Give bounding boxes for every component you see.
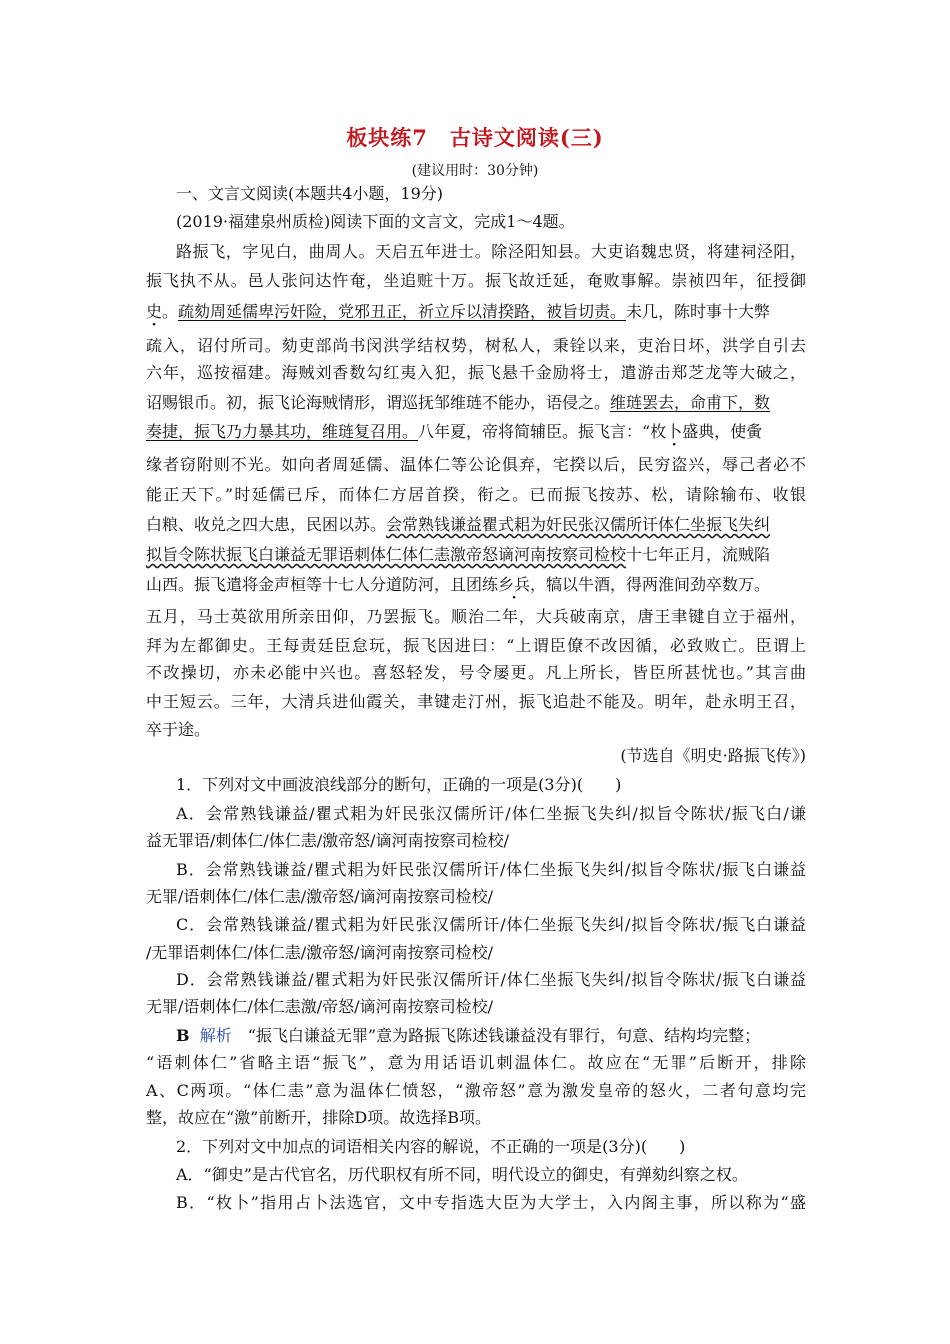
option-c-cont: /无罪语刺体仁/体仁恚/激帝怒/谪河南按察司检校/ — [146, 943, 493, 962]
wavy-underlined-text: 拟旨令陈状振飞白谦益无罪语刺体仁体仁恚激帝怒谪河南按察司检校 — [146, 545, 627, 564]
passage-line: 不改操切，亦未必能中兴也。喜怒轻发，号令屡更。凡上所长，皆臣所甚忧也。”其言曲 — [146, 663, 806, 682]
passage-line: 诏赐银币。初，振飞论海贼情形，谓巡抚邹维琏不能办，语侵之。维琏罢去，命甫下，数 — [146, 393, 771, 412]
question-stem: 1．下列对文中画波浪线部分的断句，正确的一项是(3分)( ) — [176, 775, 622, 794]
passage-line: 能正天下。”时延儒已斥，而体仁方居首揆，衔之。已而振飞按苏、松，请除输布、收银 — [146, 485, 806, 504]
option-a-cont: 益无罪语/刺体仁/体仁恚/激帝怒/谪河南按察司检校/ — [146, 831, 509, 850]
underlined-sentence: 维琏罢去，命甫下，数 — [610, 393, 771, 412]
passage-line: 卒于途。 — [146, 720, 211, 739]
option-b-cont: 无罪/语刺体仁/体仁恚/激帝怒/谪河南按察司检校/ — [146, 887, 493, 906]
option-d-cont: 无罪/语刺体仁/体仁恚激/帝怒/谪河南按察司检校/ — [146, 997, 493, 1016]
wavy-underlined-text: 会常熟钱谦益瞿式耜为奸民张汉儒所讦体仁坐振飞失纠 — [386, 515, 771, 534]
option-a: A．“御史”是古代官名，历代职权有所不同，明代设立的御史，有弹劾纠察之权。 — [176, 1165, 748, 1184]
passage-line: 史。疏劾周延儒卑污奸险，党邪丑正，祈立斥以清揆路，被旨切责。未几，陈时事十大弊 — [146, 302, 771, 321]
passage-line: 振飞执不从。邑人张问达忤奄，坐追赃十万。振飞故迁延，奄败事解。崇祯四年，征授御 — [146, 271, 806, 290]
section-heading: 一、文言文阅读(本题共4小题，19分) — [176, 184, 444, 203]
passage-line: 白粮、收兑之四大患，民困以苏。会常熟钱谦益瞿式耜为奸民张汉儒所讦体仁坐振飞失纠 — [146, 515, 771, 534]
passage-line: 缘者窃附则不光。如向者周延儒、温体仁等公论俱弃，宅揆以后，民穷盗兴，辱己者必不 — [146, 455, 806, 474]
analysis-line: B 解析 “振飞白谦益无罪”意为路振飞陈述钱谦益没有罪行，句意、结构均完整； — [176, 1026, 761, 1045]
analysis-line: 整，故应在“激”前断开，排除D项。故选择B项。 — [146, 1108, 491, 1127]
analysis-line: A、C两项。“体仁恚”意为温体仁愤怒，“激帝怒”意为激发皇帝的怒火，二者句意均完 — [146, 1081, 806, 1100]
passage-line: 疏入，诏付所司。劾吏部尚书闵洪学结权势，树私人，秉铨以来，吏治日坏，洪学自引去 — [146, 336, 806, 355]
option-b: B．“枚卜”指用占卜法选官，文中专指选大臣为大学士，入内阁主事，所以称为“盛 — [176, 1193, 806, 1212]
dotted-word: 史 — [146, 302, 163, 321]
dotted-word: 乡兵 — [498, 575, 531, 594]
passage-line: 六年，巡按福建。海贼刘香数勾红夷入犯，振飞悬千金励将士，遣游击郑芝龙等大破之， — [146, 363, 806, 382]
page-title: 板块练7 古诗文阅读(三) — [346, 125, 604, 150]
underlined-sentence: 疏劾周延儒卑污奸险，党邪丑正，祈立斥以清揆路，被旨切责。 — [178, 302, 627, 321]
option-d: D．会常熟钱谦益/瞿式耜为奸民张汉儒所讦/体仁坐振飞失纠/拟旨令陈状/振飞白谦益 — [176, 970, 806, 989]
option-b: B．会常熟钱谦益/瞿式耜为奸民张汉儒所讦/体仁坐振飞失纠/拟旨令陈状/振飞白谦益 — [176, 860, 806, 879]
passage-line: 山西。振飞遣将金声桓等十七人分道防河，且团练乡兵，犒以牛酒，得两淮间劲卒数万。 — [146, 575, 771, 594]
option-c: C．会常熟钱谦益/瞿式耜为奸民张汉儒所讦/体仁坐振飞失纠/拟旨令陈状/振飞白谦益 — [176, 915, 806, 934]
source-intro: (2019·福建泉州质检)阅读下面的文言文，完成1～4题。 — [176, 212, 575, 231]
passage-line: 路振飞，字见白，曲周人。天启五年进士。除泾阳知县。大吏谄魏忠贤，将建祠泾阳， — [176, 242, 806, 261]
analysis-line: “语刺体仁”省略主语“振飞”，意为用话语讥刺温体仁。故应在“无罪”后断开，排除 — [146, 1053, 806, 1072]
dotted-word: 卜 — [666, 422, 683, 441]
passage-line: 拜为左都御史。王每责廷臣怠玩，振飞因进曰：“上谓臣僚不改因循，必致败亡。臣谓上 — [146, 636, 806, 655]
passage-line: 拟旨令陈状振飞白谦益无罪语刺体仁体仁恚激帝怒谪河南按察司检校十七年正月，流贼陷 — [146, 545, 771, 564]
passage-line: 中王短云。三年，大清兵进仙霞关，聿键走汀州，振飞追赴不能及。明年，赴永明王召， — [146, 692, 806, 711]
underlined-sentence: 奏捷，振飞乃力暴其功，维琏复召用。 — [146, 422, 419, 441]
analysis-label: 解析 — [199, 1026, 232, 1045]
answer-letter: B — [176, 1026, 190, 1045]
citation: (节选自《明史·路振飞传》) — [620, 746, 806, 765]
option-a: A．会常熟钱谦益/瞿式耜为奸民张汉儒所讦/体仁坐振飞失纠/拟旨令陈状/振飞白/谦 — [176, 804, 806, 823]
page-subtitle: (建议用时：30分钟) — [411, 163, 539, 179]
question-stem: 2．下列对文中加点的词语相关内容的解说，不正确的一项是(3分)( ) — [176, 1137, 686, 1156]
passage-line: 奏捷，振飞乃力暴其功，维琏复召用。八年夏，帝将简辅臣。振飞言：“枚卜盛典，使夤 — [146, 422, 763, 441]
passage-line: 五月，马士英欲用所亲田仰，乃罢振飞。顺治二年，大兵破南京，唐王聿键自立于福州， — [146, 607, 806, 626]
